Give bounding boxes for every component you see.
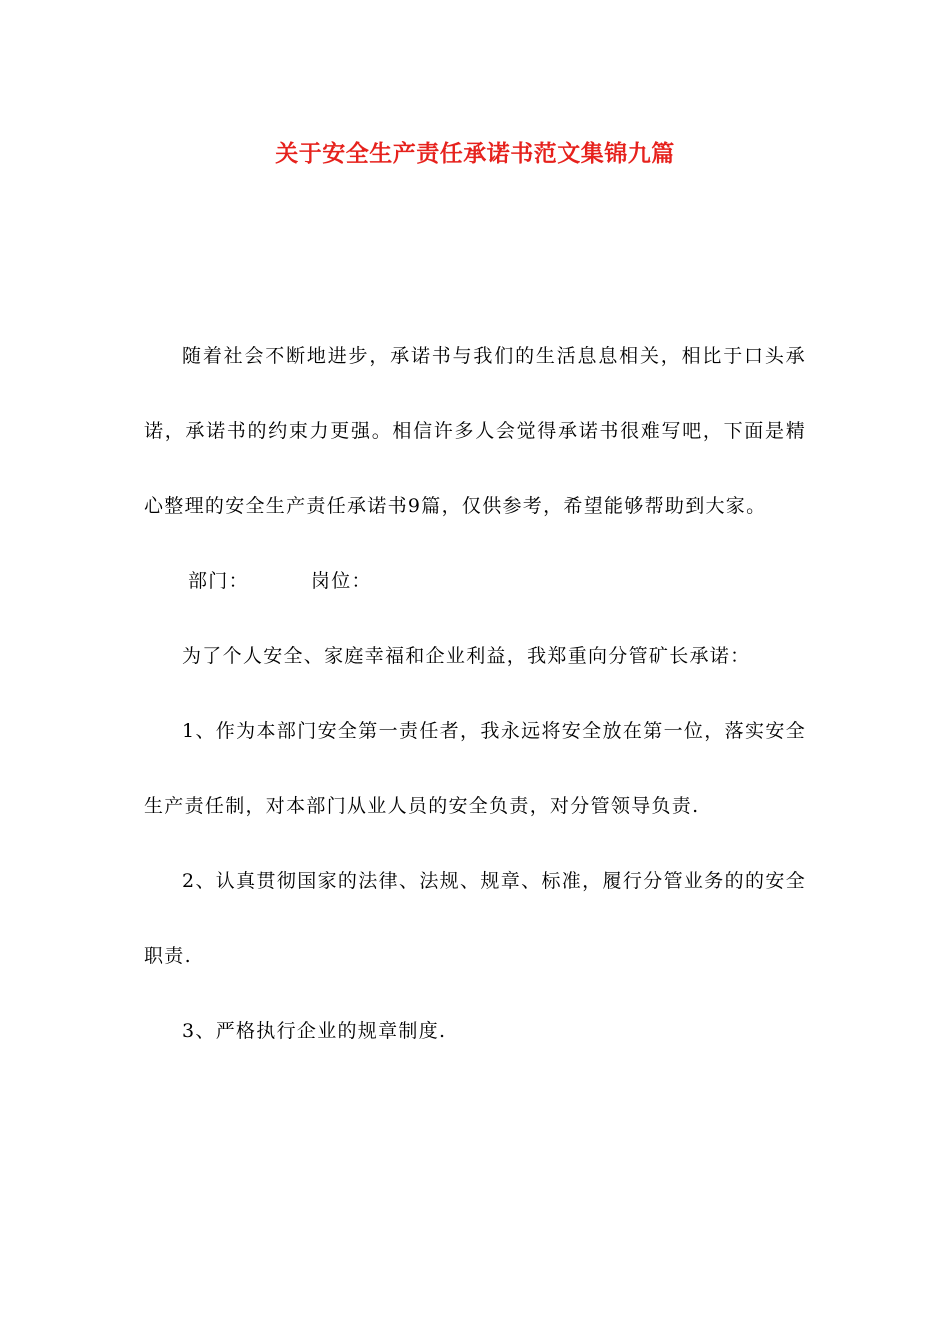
position-label: 岗位： bbox=[310, 570, 372, 592]
pledge-item-1: 1、作为本部门安全第一责任者，我永远将安全放在第一位，落实安全生产责任制，对本部门从业人员的安全负责，对分管领导负责. bbox=[144, 720, 806, 817]
intro-paragraph: 随着社会不断地进步，承诺书与我们的生活息息相关，相比于口头承诺，承诺书的约束力更强。相信许多人会觉得承诺书很难写吧，下面是精心整理的安全生产责任承诺书9篇，仅供参考，希望能够帮助到大家。 bbox=[144, 345, 806, 517]
department-label: 部门： bbox=[188, 570, 249, 592]
document-body bbox=[144, 319, 806, 1069]
pledge-item-3: 3、严格执行企业的规章制度. bbox=[182, 1020, 447, 1042]
pledge-item-2: 2、认真贯彻国家的法律、法规、规章、标准，履行分管业务的的安全职责. bbox=[144, 870, 806, 967]
pledge-intro-paragraph: 为了个人安全、家庭幸福和企业利益，我郑重向分管矿长承诺： bbox=[182, 645, 751, 667]
fields-row bbox=[144, 544, 806, 619]
document-title: 关于安全生产责任承诺书范文集锦九篇 bbox=[275, 140, 675, 167]
